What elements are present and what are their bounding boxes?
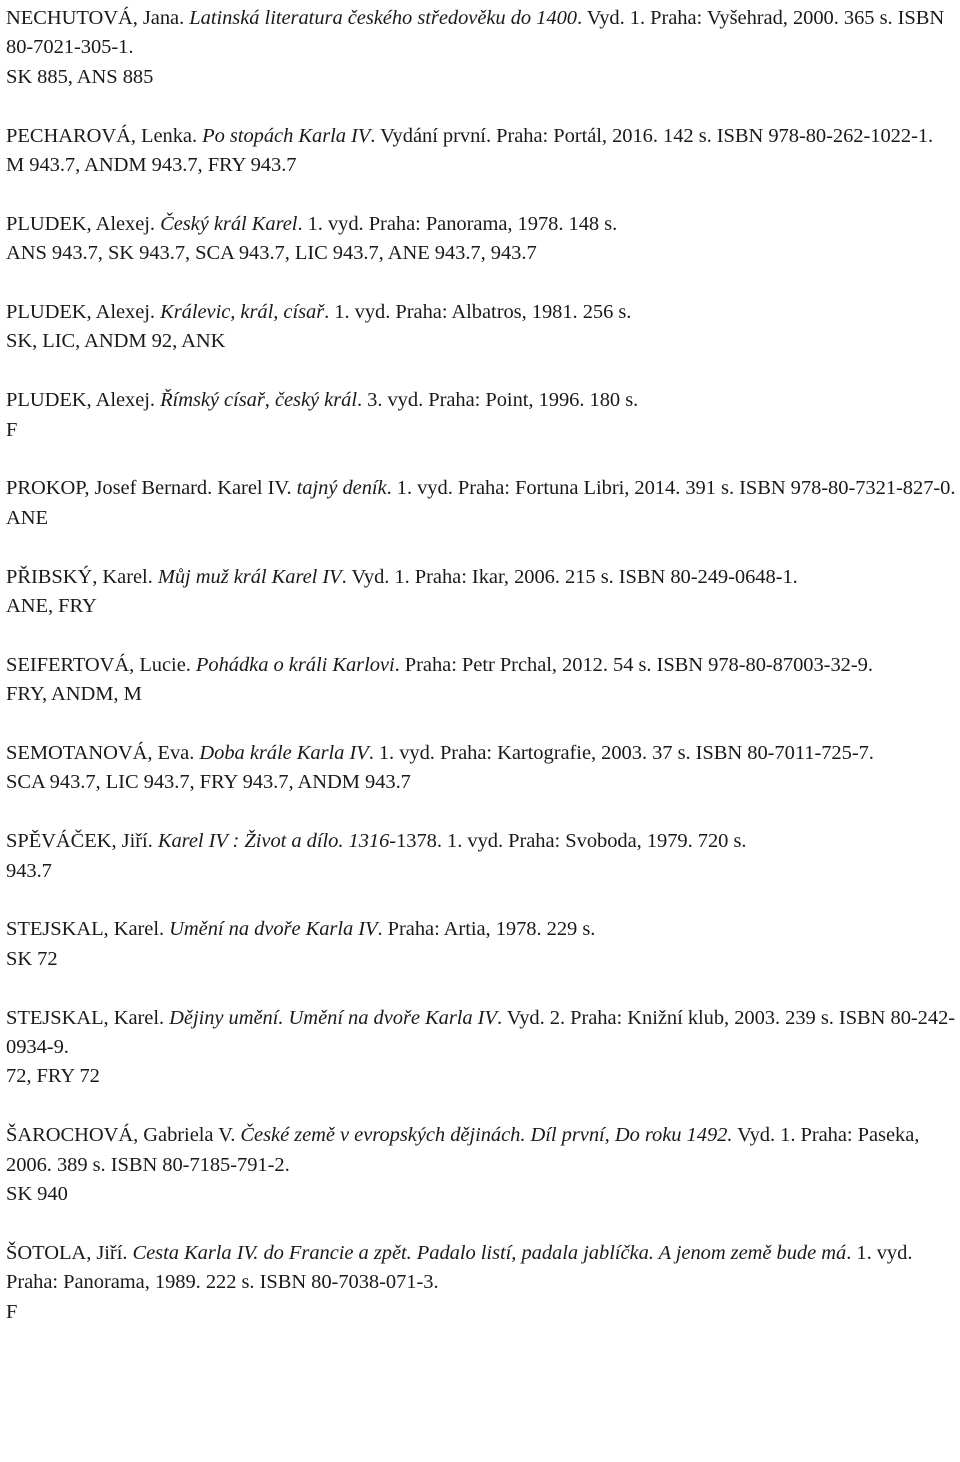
entry-details: . Vyd. 2. Praha: Knižní klub, 2003. 239 s. ISBN 80-242-0934-9.: [6, 1006, 956, 1059]
entry-title: Karel IV : Život a dílo. 1316: [157, 830, 390, 853]
citation: [6, 1121, 956, 1180]
citation: [6, 210, 956, 239]
entry-locations: SK 72: [6, 947, 58, 970]
entry-details: Vyd. 1. Praha: Paseka, 2006. 389 s. ISBN 80-7185-791-2.: [6, 1124, 920, 1176]
bibliography-entry: [6, 122, 956, 181]
entry-details: . Praha: Artia, 1978. 229 s.: [377, 918, 596, 941]
citation: [6, 915, 956, 944]
entry-locations: ANE, FRY: [6, 595, 97, 618]
bibliography-entry: [6, 4, 956, 92]
bibliography-entry: [6, 1121, 956, 1209]
entry-details: . Vyd. 1. Praha: Ikar, 2006. 215 s. ISBN 80-249-0648-1.: [341, 565, 798, 588]
entry-title: Doba krále Karla IV: [199, 742, 369, 765]
entry-details: . 1. vyd. Praha: Albatros, 1981. 256 s.: [324, 301, 632, 324]
entry-locations: 943.7: [6, 859, 52, 882]
entry-locations: F: [6, 1300, 18, 1323]
citation: [6, 122, 956, 151]
entry-author: SEIFERTOVÁ, Lucie.: [6, 653, 191, 676]
entry-author: STEJSKAL, Karel.: [6, 918, 165, 941]
entry-locations: ANS 943.7, SK 943.7, SCA 943.7, LIC 943.7, ANE 943.7, 943.7: [6, 242, 537, 265]
entry-author: SEMOTANOVÁ, Eva.: [6, 742, 195, 765]
entry-author: ŠOTOLA, Jiří.: [6, 1241, 128, 1264]
entry-author: PLUDEK, Alexej.: [6, 301, 155, 324]
entry-locations: SCA 943.7, LIC 943.7, FRY 943.7, ANDM 943.7: [6, 771, 411, 794]
entry-title: Latinská literatura českého středověku do 1400: [189, 7, 577, 29]
entry-author: STEJSKAL, Karel.: [6, 1006, 165, 1029]
entry-locations: M 943.7, ANDM 943.7, FRY 943.7: [6, 154, 297, 177]
bibliography-entry: [6, 298, 956, 357]
bibliography-entry: [6, 386, 956, 445]
entry-author: NECHUTOVÁ, Jana.: [6, 7, 185, 29]
entry-title: Český král Karel: [160, 212, 298, 235]
entry-title: Králevic, král, císař: [160, 301, 325, 324]
entry-details: . Vyd. 1. Praha: Vyšehrad, 2000. 365 s. ISBN 80-7021-305-1.: [6, 7, 945, 59]
entry-details: . 3. vyd. Praha: Point, 1996. 180 s.: [356, 389, 639, 412]
entry-locations: SK 940: [6, 1183, 68, 1206]
entry-details: . 1. vyd. Praha: Panorama, 1978. 148 s.: [297, 212, 618, 235]
bibliography-entry: [6, 1239, 956, 1327]
entry-title: České země v evropských dějinách. Díl první, Do roku 1492.: [240, 1124, 733, 1147]
citation: [6, 298, 956, 327]
entry-details: . Vydání první. Praha: Portál, 2016. 142 s. ISBN 978-80-262-1022-1.: [370, 124, 934, 147]
entry-author: PROKOP, Josef Bernard. Karel IV.: [6, 477, 292, 500]
entry-author: PLUDEK, Alexej.: [6, 212, 155, 235]
citation: [6, 4, 956, 63]
entry-title: Dějiny umění. Umění na dvoře Karla IV: [169, 1006, 497, 1029]
bibliography-entry: [6, 210, 956, 269]
bibliography-entry: [6, 1004, 956, 1092]
bibliography-entry: [6, 915, 956, 974]
entry-locations: FRY, ANDM, M: [6, 683, 142, 706]
bibliography-list: [6, 4, 956, 1327]
bibliography-entry: [6, 474, 956, 533]
entry-author: PECHAROVÁ, Lenka.: [6, 124, 198, 147]
entry-title: Cesta Karla IV. do Francie a zpět. Padalo listí, padala jablíčka. A jenom země bude má: [132, 1241, 847, 1264]
citation: [6, 651, 956, 680]
entry-details: -1378. 1. vyd. Praha: Svoboda, 1979. 720 s.: [389, 830, 747, 853]
citation: [6, 563, 956, 592]
entry-title: Můj muž král Karel IV: [157, 565, 342, 588]
entry-locations: F: [6, 418, 18, 441]
entry-details: . 1. vyd. Praha: Fortuna Libri, 2014. 391 s. ISBN 978-80-7321-827-0.: [386, 477, 956, 500]
entry-author: PŘIBSKÝ, Karel.: [6, 565, 153, 588]
citation: [6, 474, 956, 503]
entry-locations: 72, FRY 72: [6, 1065, 100, 1088]
entry-title: Po stopách Karla IV: [202, 124, 371, 147]
entry-locations: ANE: [6, 506, 48, 529]
entry-locations: SK 885, ANS 885: [6, 65, 154, 88]
bibliography-entry: [6, 739, 956, 798]
entry-details: . 1. vyd. Praha: Panorama, 1989. 222 s. ISBN 80-7038-071-3.: [6, 1241, 913, 1294]
entry-title: tajný deník: [296, 477, 387, 500]
bibliography-entry: [6, 651, 956, 710]
entry-author: ŠAROCHOVÁ, Gabriela V.: [6, 1124, 236, 1147]
citation: [6, 386, 956, 415]
bibliography-entry: [6, 827, 956, 886]
entry-title: Umění na dvoře Karla IV: [169, 918, 378, 941]
entry-author: PLUDEK, Alexej.: [6, 389, 155, 412]
entry-details: . 1. vyd. Praha: Kartografie, 2003. 37 s. ISBN 80-7011-725-7.: [368, 742, 874, 765]
citation: [6, 739, 956, 768]
entry-locations: SK, LIC, ANDM 92, ANK: [6, 330, 226, 353]
citation: [6, 1004, 956, 1063]
citation: [6, 1239, 956, 1298]
entry-title: Římský císař, český král: [160, 389, 357, 412]
entry-title: Pohádka o králi Karlovi: [195, 653, 395, 676]
entry-author: SPĚVÁČEK, Jiří.: [6, 830, 153, 853]
entry-details: . Praha: Petr Prchal, 2012. 54 s. ISBN 978-80-87003-32-9.: [394, 653, 873, 676]
citation: [6, 827, 956, 856]
bibliography-entry: [6, 563, 956, 622]
